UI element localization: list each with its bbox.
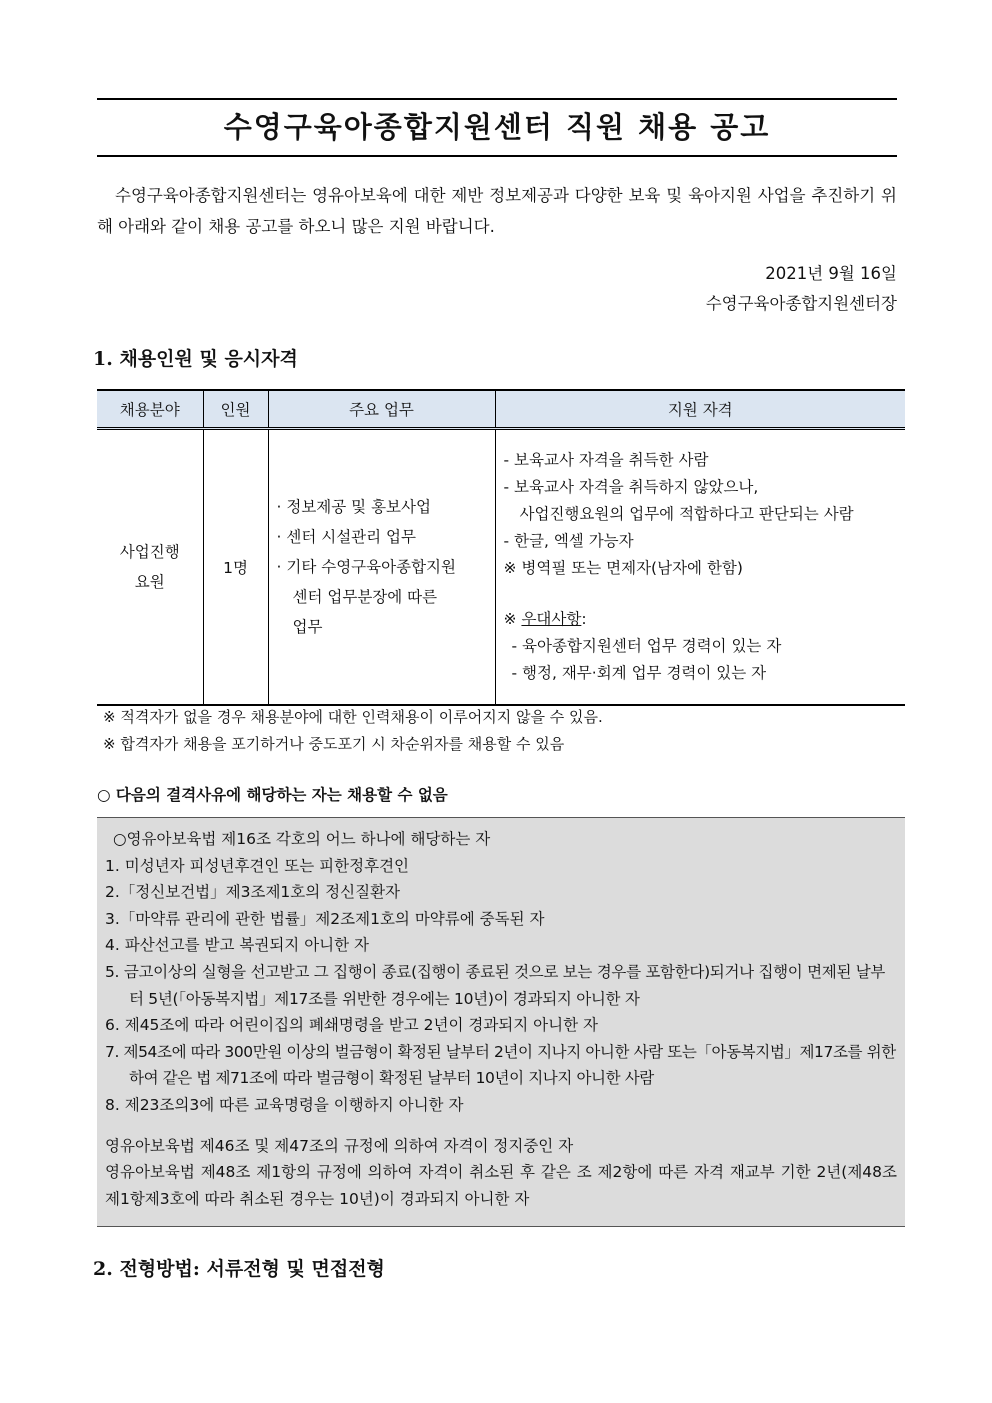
disqualification-extra: 영유아보육법 제48조 제1항의 규정에 의하여 자격이 취소된 후 같은 조 제2항에 따른 자격 재교부 기한 2년(제48조제1항제3호에 따라 취소된 경우는 10년)이 경과되지 아니한 자 — [105, 1163, 897, 1208]
table-header-row — [97, 390, 905, 429]
intro-text: 수영구육아종합지원센터는 영유아보육에 대한 제반 정보제공과 다양한 보육 및 육아지원 사업을 추진하기 위해 아래와 같이 채용 공고를 하오니 많은 지원 바랍니다. — [97, 186, 897, 236]
preference-colon: : — [581, 610, 587, 628]
duty-item: · 정보제공 및 홍보사업 — [276, 498, 431, 516]
disqualification-item: 6. 제45조에 따라 어린이집의 폐쇄명령을 받고 2년이 경과되지 아니한 자 — [105, 1016, 598, 1035]
disqualification-extra: 영유아보육법 제46조 및 제47조의 규정에 의하여 자격이 정지중인 자 — [105, 1136, 574, 1155]
preference-item: - 육아종합지원센터 업무 경력이 있는 자 — [511, 637, 782, 655]
preference-label: 우대사항 — [521, 610, 582, 628]
header-duties: 주요 업무 — [268, 390, 495, 429]
preference-mark: ※ — [503, 610, 517, 628]
disqualification-lead: ○영유아보육법 제16조 각호의 어느 하나에 해당하는 자 — [113, 830, 491, 848]
qualification-item: - 한글, 엑셀 가능자 — [503, 532, 634, 550]
cell-field — [97, 429, 203, 706]
table-notes — [103, 704, 603, 758]
table-row — [97, 429, 905, 706]
page-title: 수영구육아종합지원센터 직원 채용 공고 — [223, 110, 771, 144]
qualification-item: - 보육교사 자격을 취득한 사람 — [503, 451, 709, 469]
qualification-item: ※ 병역필 또는 면제자(남자에 한함) — [503, 559, 743, 577]
disqualification-heading: ○ 다음의 결격사유에 해당하는 자는 채용할 수 없음 — [97, 786, 448, 804]
header-count: 인원 — [203, 390, 268, 429]
note-item: ※ 적격자가 없을 경우 채용분야에 대한 인력채용이 이루어지지 않을 수 있음. — [103, 708, 603, 726]
preference-title — [504, 606, 905, 633]
title-box — [97, 98, 897, 157]
qualification-item: - 보육교사 자격을 취득하지 않았으나, — [503, 478, 759, 496]
note-item: ※ 합격자가 채용을 포기하거나 중도포기 시 차순위자를 채용할 수 있음 — [103, 735, 565, 753]
duty-item: 업무 — [292, 618, 323, 636]
header-field: 채용분야 — [97, 390, 203, 429]
section2-heading: 2. 전형방법: 서류전형 및 면접전형 — [93, 1258, 385, 1280]
preference-item: - 행정, 재무·회계 업무 경력이 있는 자 — [511, 664, 767, 682]
qualification-item: 사업진행요원의 업무에 적합하다고 판단되는 사람 — [519, 505, 854, 523]
disqualification-box — [97, 817, 905, 1227]
disqualification-item: 7. 제54조에 따라 300만원 이상의 벌금형이 확정된 날부터 2년이 지나지 아니한 사람 또는「아동복지법」제17조를 위한하여 같은 법 제71조에 따라 벌금형이 확정된 날부터 10년이 지나지 아니한 사람 — [105, 1042, 896, 1088]
recruitment-table — [97, 389, 905, 706]
duty-item: · 센터 시설관리 업무 — [276, 528, 416, 546]
disqualification-item: 2.「정신보건법」제3조제1호의 정신질환자 — [105, 883, 401, 902]
cell-duties — [268, 429, 495, 706]
disqualification-item: 3.「마약류 관리에 관한 법률」제2조제1호의 마약류에 중독된 자 — [105, 909, 545, 928]
disqualification-item: 8. 제23조의3에 따른 교육명령을 이행하지 아니한 자 — [105, 1095, 464, 1114]
field-line: 요원 — [134, 573, 165, 591]
intro-paragraph — [97, 180, 897, 242]
disqualification-item: 1. 미성년자 피성년후견인 또는 피한정후견인 — [105, 856, 410, 875]
section1-heading: 1. 채용인원 및 응시자격 — [93, 348, 298, 370]
duty-item: · 기타 수영구육아종합지원 — [276, 558, 456, 576]
announcement-date: 2021년 9월 16일 — [765, 264, 897, 283]
header-qualifications: 지원 자격 — [495, 390, 905, 429]
disqualification-item: 4. 파산선고를 받고 복권되지 아니한 자 — [105, 936, 370, 955]
issuer: 수영구육아종합지원센터장 — [705, 294, 897, 313]
cell-count: 1명 — [203, 429, 268, 706]
field-line: 사업진행 — [119, 543, 180, 561]
cell-qualifications — [495, 429, 905, 706]
disqualification-item: 5. 금고이상의 실형을 선고받고 그 집행이 종료(집행이 종료된 것으로 보는 경우를 포함한다)되거나 집행이 면제된 날부터 5년(「아동복지법」제17조를 위반한 경우에는 10년)이 경과되지 아니한 자 — [105, 962, 886, 1008]
duty-item: 센터 업무분장에 따른 — [292, 588, 438, 606]
